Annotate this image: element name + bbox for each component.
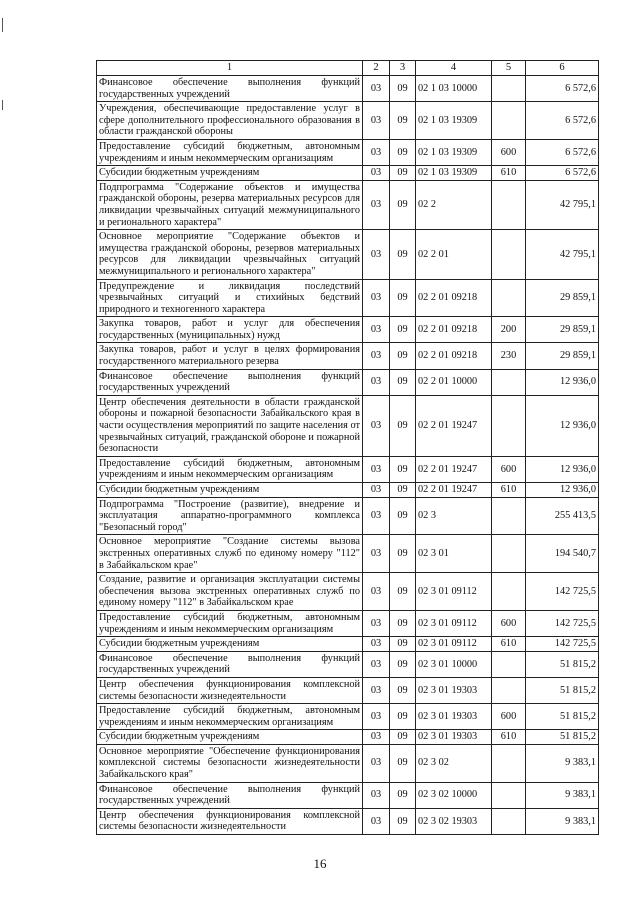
- row-amount: 51 815,2: [526, 704, 599, 730]
- row-name: Субсидии бюджетным учреждениям: [97, 730, 363, 745]
- row-expense-type: [492, 782, 526, 808]
- row-target-article: 02 3 01 09112: [416, 637, 492, 652]
- row-expense-type: 610: [492, 483, 526, 498]
- table-row: [97, 139, 599, 165]
- row-target-article: 02 2 01 19247: [416, 483, 492, 498]
- header-col-4: 4: [416, 61, 492, 76]
- row-expense-type: [492, 651, 526, 677]
- row-section: 03: [363, 651, 390, 677]
- row-subsection: 09: [390, 139, 416, 165]
- row-expense-type: [492, 279, 526, 317]
- row-expense-type: [492, 395, 526, 456]
- row-section: 03: [363, 704, 390, 730]
- row-subsection: 09: [390, 166, 416, 181]
- row-section: 03: [363, 230, 390, 279]
- row-name: Основное мероприятие "Содержание объектов и имущества гражданской обороны, резервов материальных ресурсов для ликвидации чрезвычайных ситуаций межмуниципального и регионального характера": [97, 230, 363, 279]
- row-section: 03: [363, 139, 390, 165]
- row-name: Центр обеспечения деятельности в области гражданской обороны и пожарной безопасности Забайкальского края в части осуществления мероприятий по защите населения от чрезвычайных ситуаций, гражданской обороне и пожарной безопасности: [97, 395, 363, 456]
- row-amount: 255 413,5: [526, 497, 599, 535]
- header-col-2: 2: [363, 61, 390, 76]
- row-amount: 51 815,2: [526, 730, 599, 745]
- row-target-article: 02 2 01 19247: [416, 456, 492, 482]
- row-target-article: 02 2 01 09218: [416, 343, 492, 369]
- row-expense-type: 610: [492, 637, 526, 652]
- row-target-article: 02 3 01 19303: [416, 677, 492, 703]
- row-section: 03: [363, 279, 390, 317]
- row-name: Центр обеспечения функционирования комплексной системы безопасности жизнедеятельности: [97, 808, 363, 834]
- row-section: 03: [363, 483, 390, 498]
- row-target-article: 02 1 03 19309: [416, 102, 492, 140]
- row-subsection: 09: [390, 343, 416, 369]
- row-section: 03: [363, 456, 390, 482]
- row-name: Финансовое обеспечение выполнения функций государственных учреждений: [97, 651, 363, 677]
- row-section: 03: [363, 610, 390, 636]
- table-row: [97, 535, 599, 573]
- row-amount: 6 572,6: [526, 166, 599, 181]
- table-row: [97, 610, 599, 636]
- row-target-article: 02 3 02: [416, 744, 492, 782]
- row-target-article: 02 1 03 19309: [416, 139, 492, 165]
- row-subsection: 09: [390, 744, 416, 782]
- row-expense-type: [492, 497, 526, 535]
- row-expense-type: [492, 677, 526, 703]
- row-name: Предоставление субсидий бюджетным, автономным учреждениям и иным некоммерческим организациям: [97, 456, 363, 482]
- row-section: 03: [363, 744, 390, 782]
- row-section: 03: [363, 497, 390, 535]
- row-amount: 42 795,1: [526, 230, 599, 279]
- row-expense-type: [492, 744, 526, 782]
- row-amount: 142 725,5: [526, 610, 599, 636]
- table-row: [97, 343, 599, 369]
- table-row: [97, 180, 599, 229]
- row-subsection: 09: [390, 483, 416, 498]
- row-name: Субсидии бюджетным учреждениям: [97, 637, 363, 652]
- table-row: [97, 651, 599, 677]
- row-amount: 12 936,0: [526, 395, 599, 456]
- scan-edge-mark: [2, 100, 3, 110]
- row-amount: 6 572,6: [526, 76, 599, 102]
- row-target-article: 02 3 02 10000: [416, 782, 492, 808]
- row-amount: 6 572,6: [526, 139, 599, 165]
- row-amount: 194 540,7: [526, 535, 599, 573]
- row-section: 03: [363, 808, 390, 834]
- table-row: [97, 395, 599, 456]
- row-name: Предоставление субсидий бюджетным, автономным учреждениям и иным некоммерческим организациям: [97, 139, 363, 165]
- row-section: 03: [363, 317, 390, 343]
- row-section: 03: [363, 369, 390, 395]
- row-amount: 142 725,5: [526, 637, 599, 652]
- budget-table: [96, 60, 599, 835]
- header-col-6: 6: [526, 61, 599, 76]
- row-name: Создание, развитие и организация эксплуатации системы обеспечения вызова экстренных оперативных служб по единому номеру "112" в Забайкальском крае: [97, 573, 363, 611]
- row-amount: 12 936,0: [526, 456, 599, 482]
- row-target-article: 02 3 01 19303: [416, 704, 492, 730]
- page-number: 16: [313, 856, 327, 871]
- row-subsection: 09: [390, 808, 416, 834]
- row-section: 03: [363, 573, 390, 611]
- row-subsection: 09: [390, 730, 416, 745]
- row-section: 03: [363, 782, 390, 808]
- row-subsection: 09: [390, 704, 416, 730]
- row-expense-type: 600: [492, 139, 526, 165]
- row-target-article: 02 3 02 19303: [416, 808, 492, 834]
- row-section: 03: [363, 343, 390, 369]
- row-name: Подпрограмма "Построение (развитие), внедрение и эксплуатация аппаратно-программного комплекса "Безопасный город": [97, 497, 363, 535]
- row-subsection: 09: [390, 535, 416, 573]
- row-name: Предоставление субсидий бюджетным, автономным учреждениям и иным некоммерческим организациям: [97, 704, 363, 730]
- row-subsection: 09: [390, 651, 416, 677]
- row-expense-type: [492, 180, 526, 229]
- row-name: Закупка товаров, работ и услуг для обеспечения государственных (муниципальных) нужд: [97, 317, 363, 343]
- row-subsection: 09: [390, 456, 416, 482]
- row-amount: 9 383,1: [526, 782, 599, 808]
- row-section: 03: [363, 76, 390, 102]
- row-expense-type: [492, 573, 526, 611]
- table-row: [97, 456, 599, 482]
- table-row: [97, 573, 599, 611]
- row-amount: 29 859,1: [526, 317, 599, 343]
- row-amount: 9 383,1: [526, 744, 599, 782]
- row-amount: 42 795,1: [526, 180, 599, 229]
- header-col-1: 1: [97, 61, 363, 76]
- row-section: 03: [363, 677, 390, 703]
- row-subsection: 09: [390, 102, 416, 140]
- row-amount: 51 815,2: [526, 651, 599, 677]
- row-amount: 29 859,1: [526, 279, 599, 317]
- table-row: [97, 730, 599, 745]
- row-name: Основное мероприятие "Создание системы вызова экстренных оперативных служб по единому номеру "112" в Забайкальском крае": [97, 535, 363, 573]
- row-name: Учреждения, обеспечивающие предоставление услуг в сфере дополнительного профессионального образования в области гражданской обороны: [97, 102, 363, 140]
- row-subsection: 09: [390, 637, 416, 652]
- row-target-article: 02 1 03 19309: [416, 166, 492, 181]
- table-row: [97, 677, 599, 703]
- row-subsection: 09: [390, 395, 416, 456]
- row-target-article: 02 2 01: [416, 230, 492, 279]
- row-expense-type: 610: [492, 730, 526, 745]
- row-subsection: 09: [390, 76, 416, 102]
- row-subsection: 09: [390, 230, 416, 279]
- row-target-article: 02 2 01 09218: [416, 317, 492, 343]
- row-target-article: 02 3 01 09112: [416, 573, 492, 611]
- row-target-article: 02 3 01 09112: [416, 610, 492, 636]
- row-amount: 29 859,1: [526, 343, 599, 369]
- row-amount: 6 572,6: [526, 102, 599, 140]
- row-section: 03: [363, 166, 390, 181]
- row-expense-type: 600: [492, 456, 526, 482]
- row-subsection: 09: [390, 180, 416, 229]
- row-name: Субсидии бюджетным учреждениям: [97, 483, 363, 498]
- row-expense-type: [492, 76, 526, 102]
- scan-edge-mark: [2, 18, 3, 32]
- row-expense-type: 230: [492, 343, 526, 369]
- table-row: [97, 230, 599, 279]
- row-section: 03: [363, 180, 390, 229]
- row-section: 03: [363, 535, 390, 573]
- table-row: [97, 166, 599, 181]
- table-row: [97, 637, 599, 652]
- row-expense-type: [492, 102, 526, 140]
- table-row: [97, 279, 599, 317]
- row-name: Финансовое обеспечение выполнения функций государственных учреждений: [97, 782, 363, 808]
- header-col-3: 3: [390, 61, 416, 76]
- row-name: Основное мероприятие "Обеспечение функционирования комплексной системы безопасности жизнедеятельности Забайкальского края": [97, 744, 363, 782]
- row-subsection: 09: [390, 317, 416, 343]
- row-expense-type: 600: [492, 610, 526, 636]
- row-amount: 142 725,5: [526, 573, 599, 611]
- row-amount: 51 815,2: [526, 677, 599, 703]
- row-target-article: 02 2: [416, 180, 492, 229]
- row-expense-type: [492, 369, 526, 395]
- table-row: [97, 497, 599, 535]
- row-expense-type: [492, 808, 526, 834]
- row-section: 03: [363, 637, 390, 652]
- row-amount: 12 936,0: [526, 369, 599, 395]
- row-amount: 12 936,0: [526, 483, 599, 498]
- row-name: Закупка товаров, работ и услуг в целях формирования государственного материального резерва: [97, 343, 363, 369]
- row-name: Финансовое обеспечение выполнения функций государственных учреждений: [97, 76, 363, 102]
- row-subsection: 09: [390, 497, 416, 535]
- table-row: [97, 808, 599, 834]
- row-name: Подпрограмма "Содержание объектов и имущества гражданской обороны, резерва материальных ресурсов для ликвидации чрезвычайных ситуаций межмуниципального и регионального характера": [97, 180, 363, 229]
- row-target-article: 02 3 01: [416, 535, 492, 573]
- table-row: [97, 317, 599, 343]
- row-expense-type: 600: [492, 704, 526, 730]
- table-row: [97, 102, 599, 140]
- table-row: [97, 782, 599, 808]
- row-expense-type: [492, 535, 526, 573]
- row-section: 03: [363, 730, 390, 745]
- row-subsection: 09: [390, 369, 416, 395]
- row-amount: 9 383,1: [526, 808, 599, 834]
- row-name: Субсидии бюджетным учреждениям: [97, 166, 363, 181]
- table-body: [97, 76, 599, 835]
- row-target-article: 02 2 01 19247: [416, 395, 492, 456]
- row-subsection: 09: [390, 610, 416, 636]
- row-name: Предупреждение и ликвидация последствий чрезвычайных ситуаций и стихийных бедствий природного и техногенного характера: [97, 279, 363, 317]
- row-subsection: 09: [390, 573, 416, 611]
- table-row: [97, 369, 599, 395]
- row-target-article: 02 3 01 19303: [416, 730, 492, 745]
- row-expense-type: 200: [492, 317, 526, 343]
- row-expense-type: 610: [492, 166, 526, 181]
- row-name: Предоставление субсидий бюджетным, автономным учреждениям и иным некоммерческим организациям: [97, 610, 363, 636]
- row-target-article: 02 3: [416, 497, 492, 535]
- table-header-row: [97, 61, 599, 76]
- row-target-article: 02 3 01 10000: [416, 651, 492, 677]
- row-name: Центр обеспечения функционирования комплексной системы безопасности жизнедеятельности: [97, 677, 363, 703]
- table-row: [97, 704, 599, 730]
- table-row: [97, 483, 599, 498]
- row-target-article: 02 1 03 10000: [416, 76, 492, 102]
- header-col-5: 5: [492, 61, 526, 76]
- row-target-article: 02 2 01 10000: [416, 369, 492, 395]
- row-section: 03: [363, 395, 390, 456]
- row-subsection: 09: [390, 782, 416, 808]
- row-target-article: 02 2 01 09218: [416, 279, 492, 317]
- row-subsection: 09: [390, 677, 416, 703]
- row-section: 03: [363, 102, 390, 140]
- row-subsection: 09: [390, 279, 416, 317]
- table-row: [97, 744, 599, 782]
- row-name: Финансовое обеспечение выполнения функций государственных учреждений: [97, 369, 363, 395]
- table-row: [97, 76, 599, 102]
- row-expense-type: [492, 230, 526, 279]
